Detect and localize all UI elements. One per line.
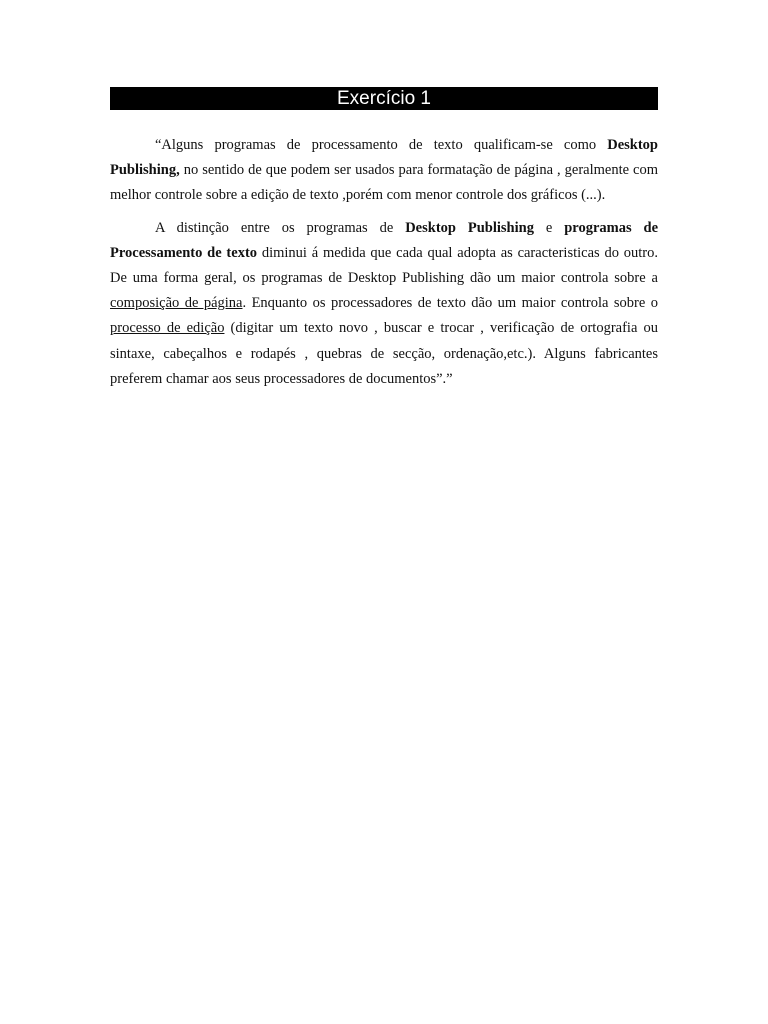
paragraph-2-bold-desktop-publishing: Desktop Publishing [405, 219, 534, 236]
document-body [110, 133, 658, 399]
paragraph-2-text-1: A distinção entre os programas de [155, 219, 406, 236]
paragraph-1 [110, 133, 658, 209]
paragraph-2-text-2: e [533, 219, 565, 236]
paragraph-1-text-2: no sentido de que podem ser usados para formatação de página , geralmente com melhor controle sobre a edição de texto ,porém com menor controle dos gráficos (...). [110, 162, 658, 204]
paragraph-2-underline-processo: processo de edição [110, 320, 225, 337]
paragraph-2 [110, 216, 658, 392]
paragraph-2-text-4: . Enquanto os processadores de texto dão um maior controla sobre o [242, 295, 658, 312]
paragraph-2-underline-composicao: composição de página [110, 295, 243, 312]
paragraph-2-text-5: (digitar um texto novo , buscar e trocar , verificação de ortografia ou sintaxe, cabeçalhos e rodapés , quebras de secção, ordenação,etc.). Alguns fabricantes preferem chamar aos seus processadores de documentos”.” [110, 320, 658, 387]
paragraph-2-text-3: diminui á medida que cada qual adopta as caracteristicas do outro. De uma forma geral, os programas de Desktop Publishing dão um maior controla sobre a [110, 244, 658, 287]
paragraph-1-text-1: “Alguns programas de processamento de texto qualificam-se como [155, 137, 608, 153]
exercise-title: Exercício 1 [110, 87, 658, 110]
paragraph-2-bold-processamento: programas de Processamento de texto [110, 219, 659, 261]
paragraph-1-bold-desktop-publishing: Desktop Publishing, [110, 137, 658, 179]
